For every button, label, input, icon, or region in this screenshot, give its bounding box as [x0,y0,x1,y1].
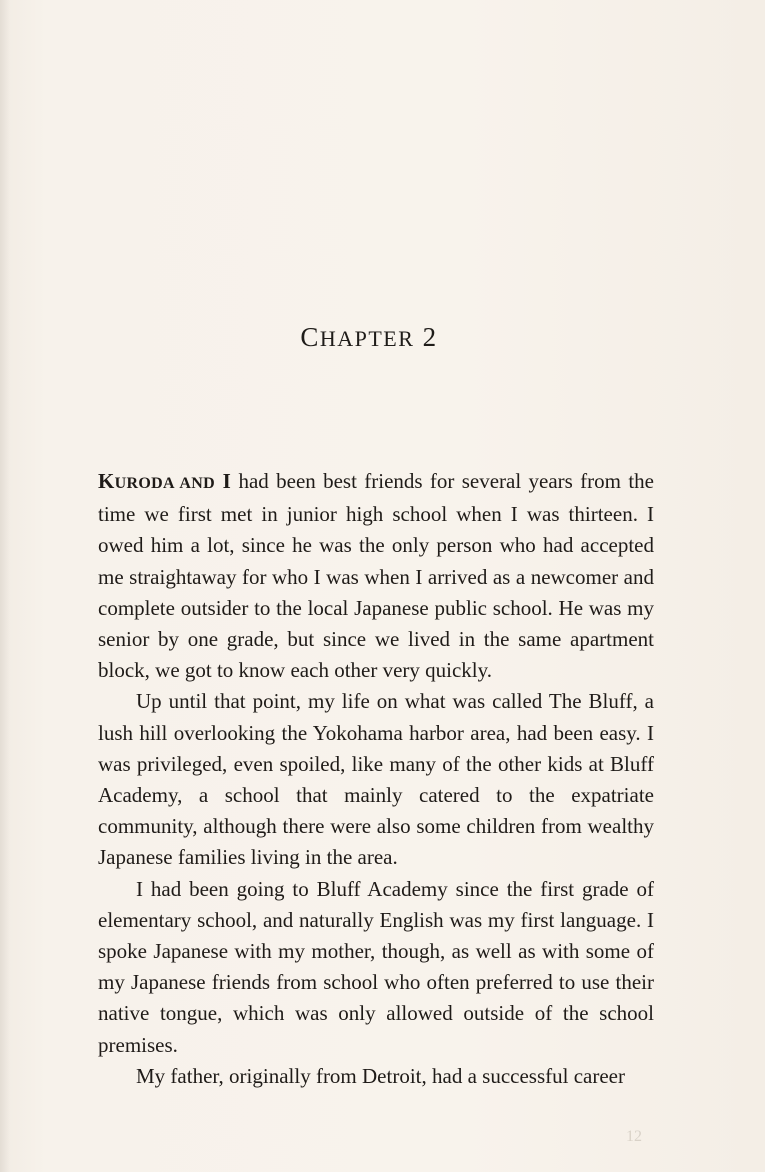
lead-in [98,469,231,493]
page-number: 12 [626,1128,642,1145]
paragraph-1-text: had been best friends for several years from the time we first met in junior high school when I was thirteen. I owed him a lot, since he was the only person who had accepted me straightaway for who I was when I arrived as a newcomer and complete outsider to the local Japanese public school. He was my senior by one grade, but since we lived in the same apartment block, we got to know each other very quickly. [98,469,654,683]
paragraph-4: My father, originally from Detroit, had a successful career [136,1063,625,1088]
chapter-title-initial: C [300,322,320,352]
paragraph-3: I had been going to Bluff Academy since the first grade of elementary school, and naturally English was my first language. I spoke Japanese with my mother, though, as well as with some of my Japanese friends from school who often preferred to use their native tongue, which was only allowed outside of the school premises. [98,876,654,1057]
spine-shadow [0,0,10,1172]
paragraph-2: Up until that point, my life on what was called The Bluff, a lush hill overlooking the Yokohama harbor area, had been easy. I was privileged, even spoiled, like many of the other kids at Bluff Academy, a school that mainly catered to the expatriate community, although there were also some children from wealthy Japanese families living in the area. [98,689,654,870]
chapter-body [98,466,654,1092]
chapter-number: 2 [422,322,438,352]
lead-in-small-caps: URODA AND [114,475,215,492]
lead-in-cap-i: I [222,469,232,493]
chapter-title-rest: HAPTER [319,326,415,351]
paragraph-1 [98,466,654,686]
chapter-heading [0,322,738,353]
lead-in-cap-k: K [98,469,115,493]
